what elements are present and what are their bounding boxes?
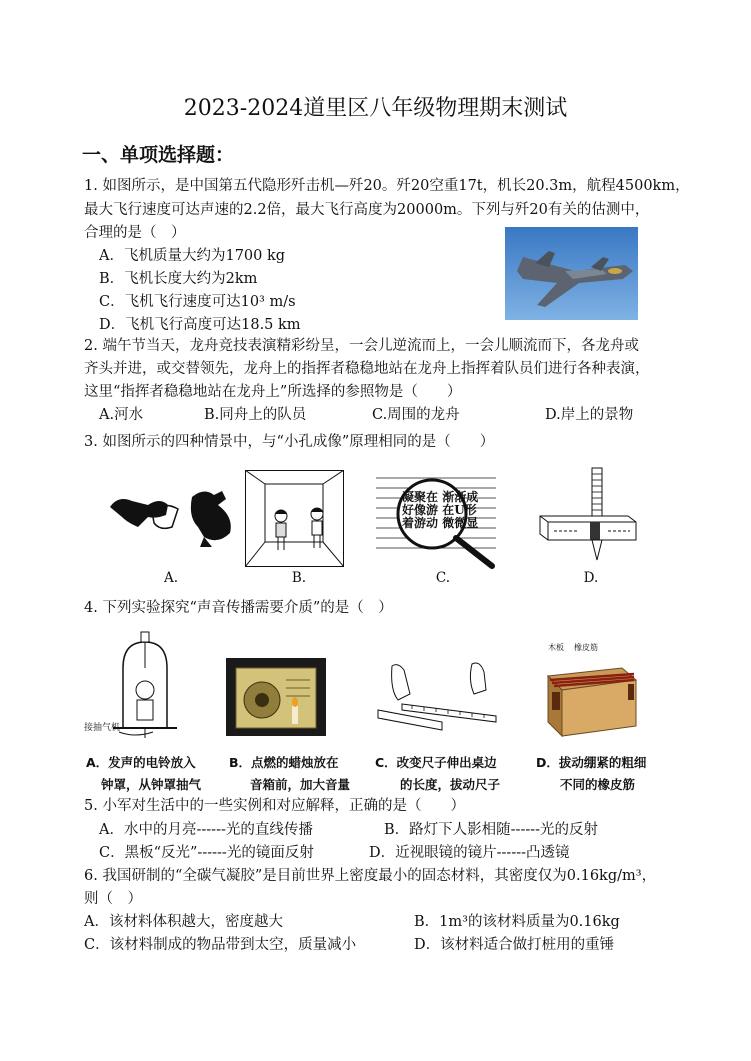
magnifier-word-6: 微微显 <box>442 516 479 530</box>
q3-stem: 3. 如图所示的四种情景中，与“小孔成像”原理相同的是（ ） <box>84 434 495 450</box>
box-label-rubber: 橡皮筋 <box>574 643 598 652</box>
q5-option-d: D．近视眼镜的镜片------凸透镜 <box>369 845 570 861</box>
q4-caption-d-line-1: D．拔动绷紧的粗细 <box>536 755 647 770</box>
q6-option-d: D．该材料适合做打桩用的重锤 <box>414 937 615 953</box>
section-heading: 一、单项选择题： <box>82 144 235 166</box>
room-mirror-figure <box>245 470 344 567</box>
q6-option-b: B．1m³的该材料质量为0.16kg <box>414 914 620 930</box>
hand-shadow-figure <box>108 487 238 549</box>
pencil-refraction-figure <box>538 466 638 564</box>
q5-option-b: B．路灯下人影相随------光的反射 <box>384 822 599 838</box>
q5-option-a: A．水中的月亮------光的直线传播 <box>99 822 313 838</box>
q4-caption-c-line-1: C．改变尺子伸出桌边 <box>375 755 497 770</box>
q1-option-c: C．飞机飞行速度可达10³ m/s <box>99 294 296 310</box>
q2-stem-line-2: 齐头并进，或交替领先，龙舟上的指挥者稳稳地站在龙舟上指挥着队员们进行各种表演， <box>84 361 650 377</box>
q4-caption-a-line-2: 钟罩，从钟罩抽气 <box>101 777 202 792</box>
q1-option-b: B．飞机长度大约为2km <box>99 271 258 287</box>
speaker-candle-figure <box>226 658 326 736</box>
q4-stem: 4. 下列实验探究“声音传播需要介质”的是（ ） <box>84 600 393 616</box>
q2-option-d: D.岸上的景物 <box>545 407 634 423</box>
q1-stem-line-3: 合理的是（ ） <box>84 225 186 241</box>
q2-stem-line-3: 这里“指挥者稳稳地站在龙舟上”所选择的参照物是（ ） <box>84 384 462 400</box>
q6-option-c: C．该材料制成的物品带到太空，质量减小 <box>84 937 357 953</box>
q3-caption-a: A. <box>163 570 179 586</box>
q5-stem: 5. 小军对生活中的一些实例和对应解释，正确的是（ ） <box>84 798 465 814</box>
q6-stem-line-1: 6. 我国研制的“全碳气凝胶”是目前世界上密度最小的固态材料，其密度仅为0.16kg/m³， <box>84 868 657 884</box>
q4-caption-d-line-2: 不同的橡皮筋 <box>560 777 636 792</box>
q2-stem-line-1: 2. 端午节当天，龙舟竞技表演精彩纷呈，一会儿逆流而上，一会儿顺流而下，各龙舟或 <box>84 338 639 354</box>
magnifier-word-4: 在U形 <box>442 503 477 517</box>
q1-option-d: D．飞机飞行高度可达18.5 km <box>99 317 301 333</box>
q3-caption-c: C. <box>435 570 451 586</box>
fighter-jet-photo <box>505 227 638 320</box>
q2-option-a: A.河水 <box>99 407 144 423</box>
page-title: 2023-2024道里区八年级物理期末测试 <box>183 96 568 121</box>
ruler-table-figure <box>372 660 502 738</box>
q4-caption-a-line-1: A．发声的电铃放入 <box>86 755 196 770</box>
q4-caption-b-line-2: 音箱前，加大音量 <box>250 777 351 792</box>
pump-label: 接抽气机 <box>84 723 121 733</box>
q3-caption-d: D. <box>583 570 599 586</box>
q4-caption-c-line-2: 的长度，拔动尺子 <box>400 777 501 792</box>
q1-option-a: A．飞机质量大约为1700 kg <box>99 248 286 264</box>
q6-option-a: A．该材料体积越大，密度越大 <box>84 914 283 930</box>
q6-stem-line-2: 则（ ） <box>84 891 142 907</box>
magnifier-word-1: 凝聚在 <box>402 490 439 504</box>
magnifier-word-2: 渐渐成 <box>442 490 479 504</box>
magnifier-text <box>402 491 478 530</box>
q1-stem-line-1: 1. 如图所示，是中国第五代隐形歼击机—歼20。歼20空重17t，机长20.3m，航程4500km， <box>84 178 690 194</box>
box-label-board: 木板 <box>548 643 564 652</box>
q3-caption-b: B. <box>291 570 307 586</box>
q2-option-b: B.同舟上的队员 <box>204 407 307 423</box>
q4-caption-b-line-1: B．点燃的蜡烛放在 <box>229 755 339 770</box>
q1-stem-line-2: 最大飞行速度可达声速的2.2倍，最大飞行高度为20000m。下列与歼20有关的估测中， <box>84 202 650 218</box>
rubber-band-box-figure <box>544 650 640 740</box>
q2-option-c: C.周围的龙舟 <box>372 407 460 423</box>
magnifier-word-5: 着游动 <box>402 516 439 530</box>
q5-option-c: C．黑板“反光”------光的镜面反射 <box>99 845 314 861</box>
magnifier-word-3: 好像游 <box>402 503 439 517</box>
